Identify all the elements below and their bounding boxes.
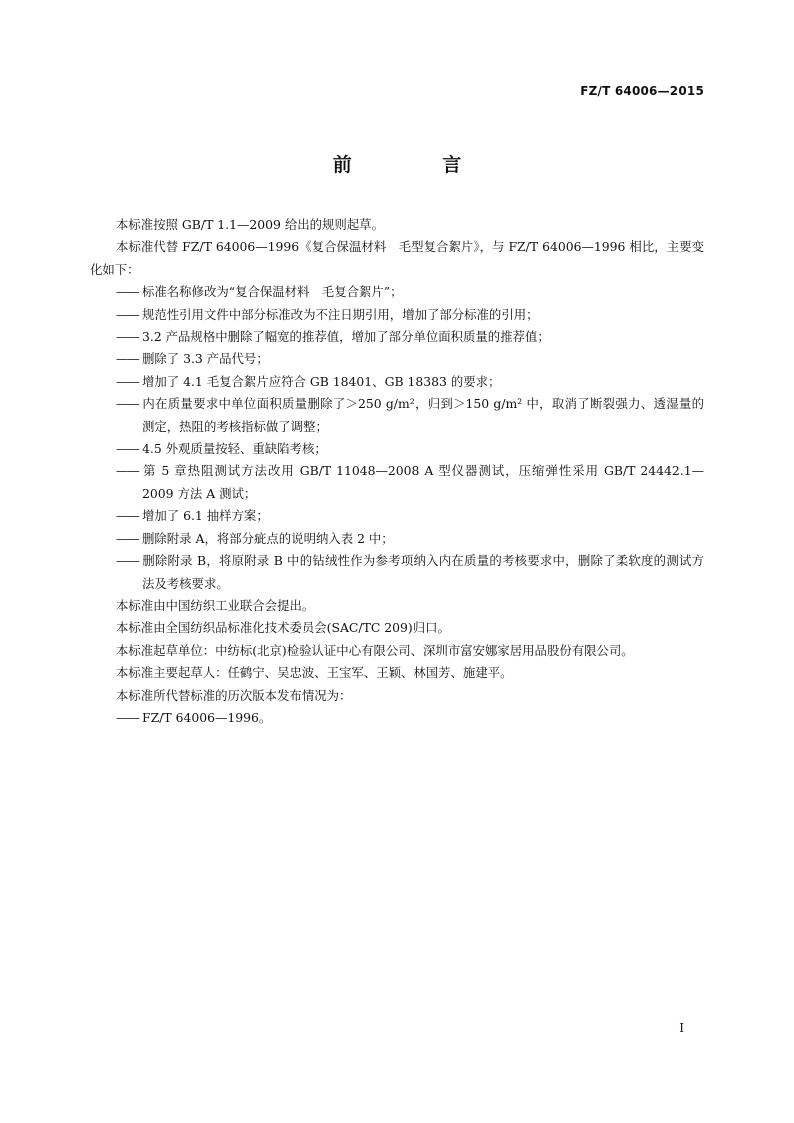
dash-mark: —— — [116, 709, 139, 725]
list-item — [90, 460, 704, 505]
paragraph-text: FZ/T 64006—1996。 — [142, 709, 272, 725]
paragraph-text: 第 5 章热阻测试方法改用 GB/T 11048—2008 A 型仪器测试，压缩弹性采用 GB/T 24442.1—2009 方法 A 测试； — [142, 463, 704, 501]
list-item — [90, 348, 704, 370]
paragraph-text: 3.2 产品规格中删除了幅宽的推荐值，增加了部分单位面积质量的推荐值； — [142, 329, 550, 345]
dash-mark: —— — [116, 351, 139, 367]
paragraph-text: 删除附录 A，将部分疵点的说明纳入表 2 中； — [142, 530, 394, 546]
paragraph — [90, 640, 704, 662]
dash-mark: —— — [116, 329, 139, 345]
paragraph-text: 内在质量要求中单位面积质量删除了＞250 g/m²，归到＞150 g/m² 中，取消了断裂强力、透湿量的测定，热阻的考核指标做了调整； — [142, 396, 704, 434]
list-item — [90, 528, 704, 550]
paragraph-text: 本标准所代替标准的历次版本发布情况为： — [116, 687, 352, 703]
paragraph — [90, 214, 704, 236]
dash-mark: —— — [116, 441, 139, 457]
standard-code: FZ/T 64006—2015 — [580, 84, 704, 98]
list-item — [90, 707, 704, 729]
list-item — [90, 371, 704, 393]
page-number: I — [679, 1021, 684, 1035]
dash-mark: —— — [116, 530, 139, 546]
paragraph-text: 4.5 外观质量按轻、重缺陷考核； — [142, 441, 327, 457]
foreword-body — [90, 214, 704, 729]
paragraph-text: 删除附录 B，将原附录 B 中的钻绒性作为参考项纳入内在质量的考核要求中，删除了柔软度的测试方法及考核要求。 — [142, 553, 704, 591]
paragraph-text: 本标准代替 FZ/T 64006—1996《复合保温材料 毛型复合絮片》，与 FZ/T 64006—1996 相比，主要变化如下： — [90, 239, 704, 277]
dash-mark: —— — [116, 553, 139, 569]
paragraph-text: 标准名称修改为“复合保温材料 毛复合絮片”； — [142, 284, 403, 300]
list-item — [90, 393, 704, 438]
dash-mark: —— — [116, 306, 139, 322]
paragraph — [90, 685, 704, 707]
paragraph-text: 本标准由中国纺织工业联合会提出。 — [116, 597, 315, 613]
paragraph-text: 删除了 3.3 产品代号； — [142, 351, 269, 367]
paragraph — [90, 236, 704, 281]
paragraph — [90, 662, 704, 684]
dash-mark: —— — [116, 508, 139, 524]
dash-mark: —— — [116, 373, 139, 389]
paragraph-text: 规范性引用文件中部分标准改为不注日期引用，增加了部分标准的引用； — [142, 306, 539, 322]
list-item — [90, 281, 704, 303]
list-item — [90, 438, 704, 460]
paragraph-text: 增加了 4.1 毛复合絮片应符合 GB 18401、GB 18383 的要求； — [142, 373, 501, 389]
dash-mark: —— — [116, 396, 139, 412]
dash-mark: —— — [116, 463, 139, 479]
paragraph-text: 本标准按照 GB/T 1.1—2009 给出的规则起草。 — [116, 217, 384, 232]
dash-mark: —— — [116, 284, 139, 300]
paragraph — [90, 595, 704, 617]
paragraph-text: 本标准起草单位：中纺标(北京)检验认证中心有限公司、深圳市富安娜家居用品股份有限公司。 — [116, 642, 634, 658]
page-title: 前 言 — [332, 154, 504, 176]
list-item — [90, 550, 704, 595]
paragraph-text: 本标准由全国纺织品标准化技术委员会(SAC/TC 209)归口。 — [116, 620, 450, 636]
list-item — [90, 505, 704, 527]
paragraph — [90, 617, 704, 639]
list-item — [90, 304, 704, 326]
paragraph-text: 本标准主要起草人：任鹤宁、吴忠波、王宝军、王颖、林国芳、施建平。 — [116, 665, 513, 681]
list-item — [90, 326, 704, 348]
paragraph-text: 增加了 6.1 抽样方案； — [142, 508, 269, 524]
